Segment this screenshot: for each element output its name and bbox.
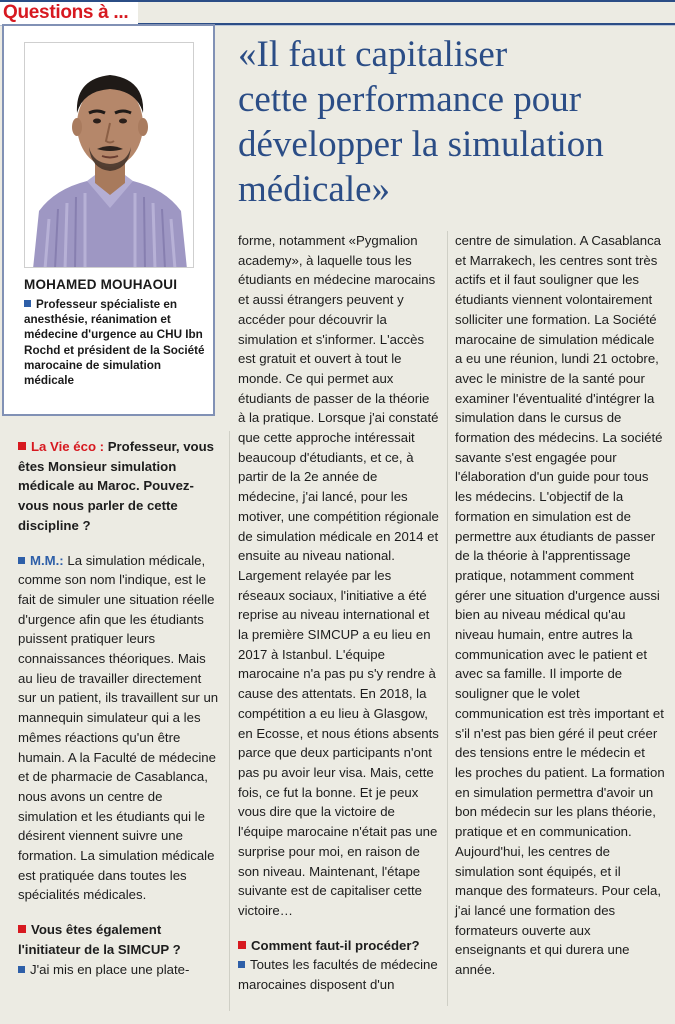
column-divider xyxy=(447,231,448,1006)
text-column-2 xyxy=(238,231,440,995)
answer-1-text: La simulation médicale, comme son nom l'indique, est le fait de simuler une situation réelle d'urgence afin que les étudiants puissent pratiquer leurs connaissances théoriques. Mais au lieu de travailler directement sur un patient, ils travaillent sur un mannequin simulateur qui a les mêmes réactions qu'un être humain. A la Faculté de médecine et de pharmacie de Casablanca, nous avons un centre de simulation et les étudiants qui le désirent viennent suivre une formation. La simulation médicale est pratiquée dans toutes les spécialités médicales. xyxy=(18,552,219,903)
answer-2-start xyxy=(18,960,220,980)
answer-3-start xyxy=(238,955,440,994)
section-header xyxy=(0,0,675,24)
question-2-text: Vous êtes également l'initiateur de la SIMCUP ? xyxy=(18,922,181,957)
column-divider xyxy=(229,431,230,1011)
answer-2-continued: forme, notamment «Pygmalion academy», à laquelle tous les étudiants en médecine marocains et aussi étrangers peuvent y accéder pour découvrir la simulation et s'informer. L'accès est gratuit et ouvert à tout le monde. Ce qui permet aux étudiants de passer de la théorie à la pratique. Lorsque j'ai constaté que cette approche intéressait beaucoup d'étudiants, et ce, à partir de la 2e année de médecine, j'ai lancé, pour les motiver, une compétition régionale de simulation médicale en 2014 et ensuite au niveau national. Largement relayée par les réseaux sociaux, l'initiative a été reprise au niveau international et la première SIMCUP a eu lieu en 2017 à Istanbul. L'équipe marocaine n'a pas pu s'y rendre à cause des attentats. En 2018, la compétition a eu lieu à Glasgow, en Ecosse, et nous étions absents parce que deux participants n'ont pas pu avoir leur visa. Mais, cette fois, ce fut la bonne. Et je peux vous dire que la victoire de l'équipe marocaine n'était pas une surprise pour moi, en raison de son niveau. Maintenant, l'étape suivante est de capitaliser cette victoire… xyxy=(238,233,439,918)
answer-2-start-text: J'ai mis en place une plate- xyxy=(30,961,190,977)
question-3-text: Comment faut-il procéder? xyxy=(251,937,420,953)
headline-line-3: développer la simulation xyxy=(238,124,604,165)
author-name: MOHAMED MOUHAOUI xyxy=(24,277,178,292)
answer-1-lead: M.M.: xyxy=(30,552,64,568)
answer-3-continued: centre de simulation. A Casablanca et Marrakech, les centres sont très actifs et il faut souligner que les étudiants viennent volontairement solliciter une formation. La Société marocaine de simulation médicale a eu une réunion, lundi 21 octobre, avec le ministre de la santé pour examiner l'éventualité d'intégrer la simulation dans le cursus de formation des médecins. La société savante s'est engagée pour l'élaboration d'un guide pour tous les médecins. L'objectif de la formation en simulation est de permettre aux étudiants de passer de la théorie à l'apprentissage pratique, notamment comment gérer une situation d'urgence aussi bien au niveau médical qu'au niveau humain, entre autres la communication avec le patient et avec sa famille. Il importe de souligner que le volet communication est très important et s'il n'est pas bien géré il peut créer des tensions entre le médecin et les proches du patient. La formation en simulation permettra d'avoir un bon médecin sur les plans théorie, pratique et en communication. Aujourd'hui, les centres de simulation sont équipés, et il manque des formateurs. Pour cela, j'ai lancé une formation des formateurs ouverte aux enseignants et qui durera une année. xyxy=(455,233,665,978)
red-square-bullet-icon xyxy=(18,442,26,450)
blue-square-bullet-icon xyxy=(18,966,25,973)
question-2 xyxy=(18,920,220,959)
answer-1 xyxy=(18,551,220,906)
article-headline xyxy=(238,32,668,212)
question-3 xyxy=(238,936,440,956)
author-role xyxy=(24,297,209,388)
blue-square-bullet-icon xyxy=(24,300,31,307)
author-role-text: Professeur spécialiste en anesthésie, réanimation et médecine d'urgence au CHU Ibn Rochd et président de la Société marocaine de simulation médicale xyxy=(24,298,205,388)
answer-3-start-text: Toutes les facultés de médecine marocaines disposent d'un xyxy=(238,957,438,993)
red-square-bullet-icon xyxy=(238,941,246,949)
text-column-1 xyxy=(18,437,220,979)
question-1 xyxy=(18,437,220,536)
section-label: Questions à ... xyxy=(0,2,138,25)
author-photo xyxy=(24,42,194,268)
author-profile-box xyxy=(2,24,215,416)
blue-square-bullet-icon xyxy=(18,557,25,564)
headline-line-2: cette performance pour xyxy=(238,79,582,120)
headline-line-4: médicale» xyxy=(238,169,391,210)
red-square-bullet-icon xyxy=(18,925,26,933)
question-1-lead: La Vie éco : xyxy=(31,439,105,454)
headline-line-1: «Il faut capitaliser xyxy=(238,34,508,75)
text-column-3 xyxy=(455,231,665,980)
blue-square-bullet-icon xyxy=(238,961,245,968)
question-1-text: Professeur, vous êtes Monsieur simulation médicale au Maroc. Pouvez-vous nous parler de cette discipline ? xyxy=(18,439,215,533)
author-portrait-image xyxy=(25,43,194,268)
